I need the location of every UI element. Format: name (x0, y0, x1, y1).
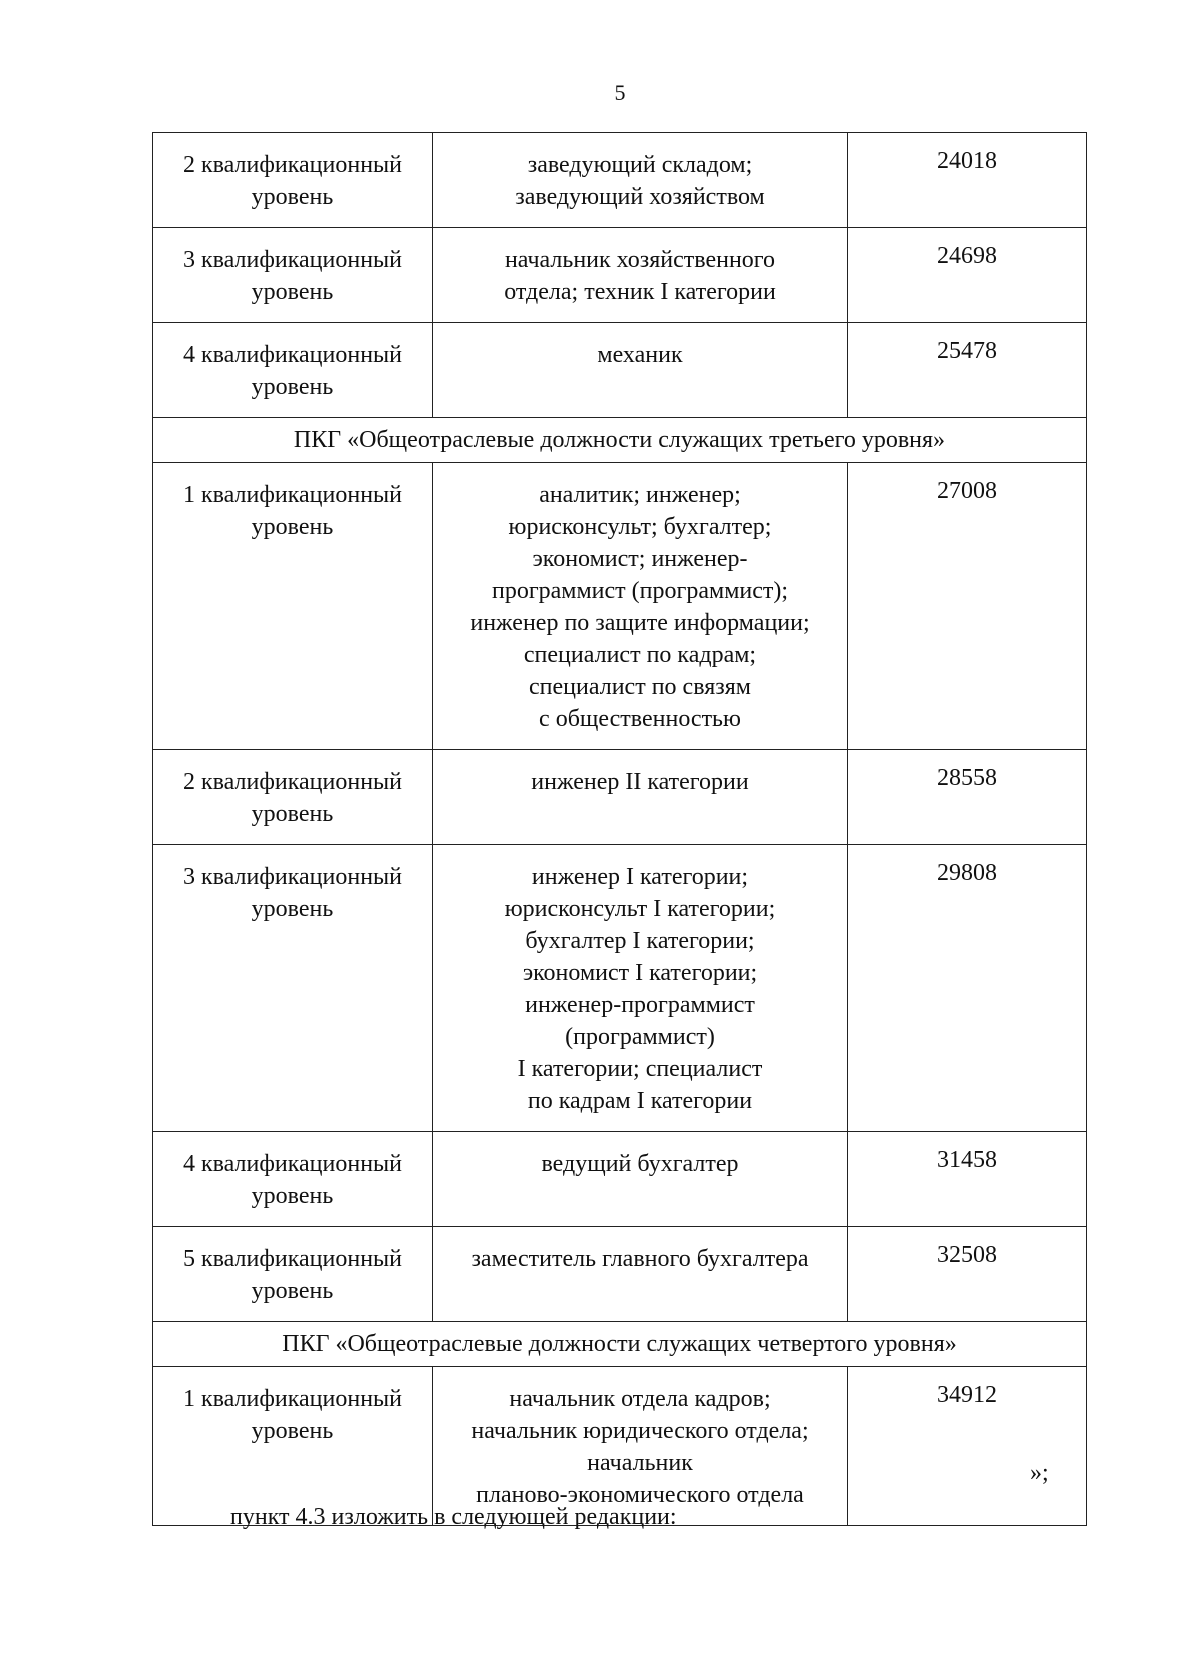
position-line: заведующий хозяйством (515, 184, 765, 210)
position-line: инженер II категории (531, 769, 749, 795)
position-line: I категории; специалист (517, 1056, 763, 1082)
group-header-row (153, 418, 1087, 463)
position-line: заведующий складом; (527, 152, 753, 178)
position-line: механик (597, 342, 683, 368)
level-line: уровень (251, 374, 334, 400)
position-line: бухгалтер I категории; (525, 928, 755, 954)
level-line: уровень (251, 1418, 334, 1444)
position-line: юрисконсульт I категории; (504, 896, 776, 922)
position-line: начальник юридического отдела; (471, 1418, 809, 1444)
group-header: ПКГ «Общеотраслевые должности служащих четвертого уровня» (153, 1322, 1087, 1367)
qualification-level (153, 845, 433, 1132)
qualification-level (153, 1367, 433, 1526)
position-line: отдела; техник I категории (504, 279, 776, 305)
salary-table (152, 132, 1087, 1526)
positions (433, 750, 848, 845)
level-line: 4 квалификационный (182, 342, 403, 368)
level-line: уровень (251, 801, 334, 827)
group-header-row (153, 1322, 1087, 1367)
salary-value: 24698 (848, 228, 1087, 323)
level-line: 3 квалификационный (182, 864, 403, 890)
level-line: уровень (251, 184, 334, 210)
position-line: инженер-программист (525, 992, 755, 1018)
salary-value: 31458 (848, 1132, 1087, 1227)
salary-value: 27008 (848, 463, 1087, 750)
table-row (153, 463, 1087, 750)
table-row (153, 845, 1087, 1132)
level-line: 2 квалификационный (182, 152, 403, 178)
position-line: инженер I категории; (531, 864, 749, 890)
position-line: аналитик; инженер; (539, 482, 741, 508)
level-line: 5 квалификационный (182, 1246, 403, 1272)
qualification-level (153, 463, 433, 750)
positions (433, 1132, 848, 1227)
salary-value: 24018 (848, 133, 1087, 228)
position-line: по кадрам I категории (527, 1088, 753, 1114)
qualification-level (153, 1132, 433, 1227)
level-line: 3 квалификационный (182, 247, 403, 273)
position-line: инженер по защите информации; (470, 610, 810, 636)
table-row (153, 133, 1087, 228)
position-line: заместитель главного бухгалтера (471, 1246, 809, 1272)
level-line: уровень (251, 514, 334, 540)
table-row (153, 323, 1087, 418)
table-row (153, 1132, 1087, 1227)
salary-value: 28558 (848, 750, 1087, 845)
positions (433, 228, 848, 323)
positions (433, 463, 848, 750)
position-line: программист (программист); (491, 578, 789, 604)
positions (433, 1367, 848, 1526)
positions (433, 133, 848, 228)
level-line: уровень (251, 1278, 334, 1304)
table-row (153, 1367, 1087, 1526)
qualification-level (153, 133, 433, 228)
position-line: (программист) (565, 1024, 715, 1050)
level-line: 2 квалификационный (182, 769, 403, 795)
position-line: начальник хозяйственного (504, 247, 776, 273)
position-line: специалист по кадрам; (523, 642, 757, 668)
table-row (153, 228, 1087, 323)
position-line: юрисконсульт; бухгалтер; (508, 514, 772, 540)
qualification-level (153, 323, 433, 418)
position-line: начальник (587, 1450, 693, 1476)
level-line: 4 квалификационный (182, 1151, 403, 1177)
closing-quote: »; (1030, 1460, 1049, 1486)
group-header: ПКГ «Общеотраслевые должности служащих третьего уровня» (153, 418, 1087, 463)
position-line: начальник отдела кадров; (509, 1386, 771, 1412)
salary-value: 25478 (848, 323, 1087, 418)
table-row (153, 750, 1087, 845)
qualification-level (153, 750, 433, 845)
salary-value: 32508 (848, 1227, 1087, 1322)
position-line: планово-экономического отдела (476, 1482, 804, 1508)
salary-table-body (153, 133, 1087, 1526)
table-row (153, 1227, 1087, 1322)
amendment-paragraph: пункт 4.3 изложить в следующей редакции: (230, 1504, 677, 1530)
positions (433, 845, 848, 1132)
position-line: с общественностью (539, 706, 741, 732)
salary-value: 34912 (848, 1367, 1087, 1526)
position-line: экономист; инженер- (532, 546, 748, 572)
level-line: уровень (251, 279, 334, 305)
position-line: ведущий бухгалтер (541, 1151, 739, 1177)
level-line: 1 квалификационный (182, 1386, 403, 1412)
qualification-level (153, 1227, 433, 1322)
qualification-level (153, 228, 433, 323)
position-line: специалист по связям (529, 674, 751, 700)
page-number: 5 (614, 80, 626, 105)
position-line: экономист I категории; (522, 960, 758, 986)
positions (433, 1227, 848, 1322)
level-line: уровень (251, 1183, 334, 1209)
positions (433, 323, 848, 418)
level-line: 1 квалификационный (182, 482, 403, 508)
level-line: уровень (251, 896, 334, 922)
salary-value: 29808 (848, 845, 1087, 1132)
